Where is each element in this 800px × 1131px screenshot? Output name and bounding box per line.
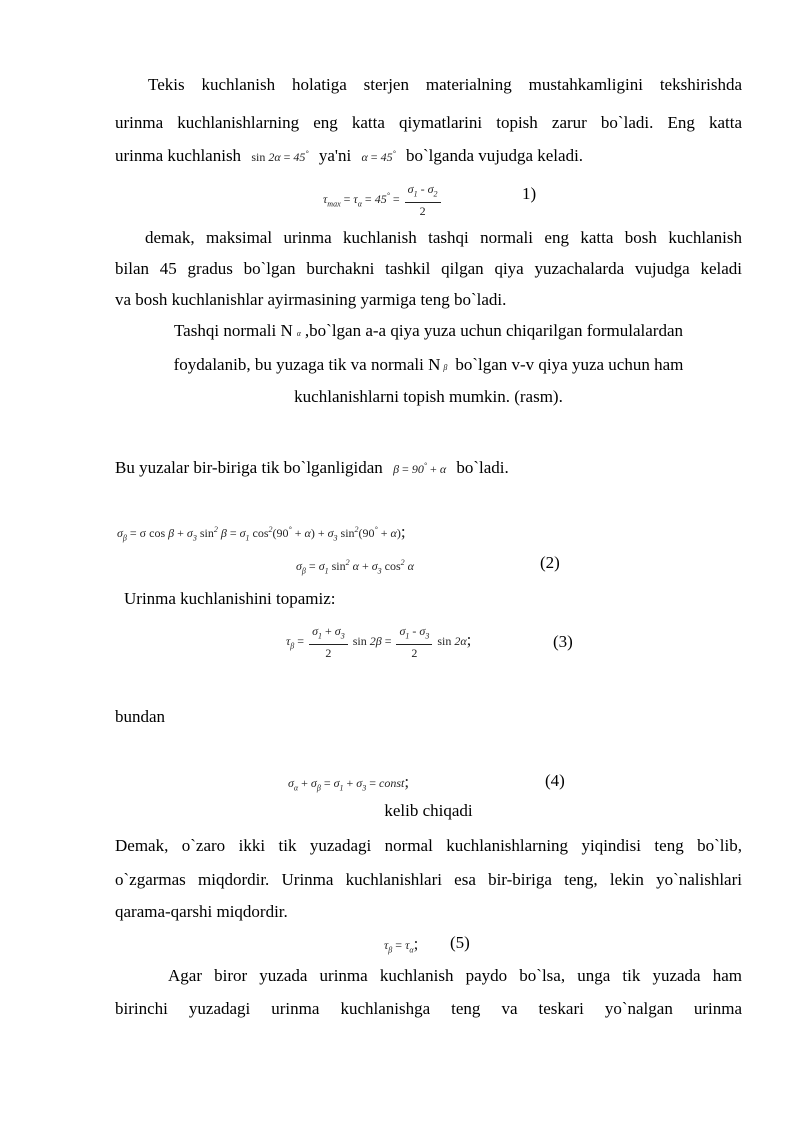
- paragraph-8-line-2: o`zgarmas miqdordir. Urinma kuchlanishlari esa bir-biriga teng, lekin yo`nalishlari: [115, 870, 742, 889]
- equation-3-label: (3): [553, 632, 573, 651]
- paragraph-1-line-2: urinma kuchlanishlarning eng katta qiymatlarini topish zarur bo`ladi. Eng katta: [115, 113, 742, 132]
- paragraph-5: Urinma kuchlanishini topamiz:: [124, 589, 336, 608]
- paragraph-3-line-3: kuchlanishlarni topish mumkin. (rasm).: [294, 387, 563, 406]
- paragraph-2-line-1: demak, maksimal urinma kuchlanish tashqi normali eng katta bosh kuchlanish: [145, 228, 742, 247]
- paragraph-9-line-2: birinchi yuzadagi urinma kuchlanishga teng va teskari yo`nalgan urinma: [115, 999, 742, 1018]
- formula-alpha-45: α = 45°: [361, 149, 396, 164]
- paragraph-4: [115, 455, 509, 480]
- formula-beta: β = 90° + α: [393, 461, 447, 476]
- paragraph-4-text-b: bo`ladi.: [456, 458, 509, 477]
- paragraph-1-line-3: [115, 143, 583, 168]
- paragraph-4-text-a: Bu yuzalar bir-biriga tik bo`lganligidan: [115, 458, 383, 477]
- paragraph-1-text-c: bo`lganda vujudga keladi.: [406, 146, 584, 165]
- equation-3: $\tau_\beta$ = $\frac{\sigma_1 + \sigma_3}{2}$ sin 2β = $\frac{\sigma_1 - \sigma_3}{2}$ sin 2α;: [286, 624, 472, 661]
- paragraph-7: kelib chiqadi: [384, 801, 473, 820]
- paragraph-3-text-c: foydalanib, bu yuzaga tik va normali N: [173, 355, 441, 374]
- paragraph-3-line-2: [115, 354, 742, 379]
- paragraph-9-line-1: Agar biror yuzada urinma kuchlanish paydo bo`lsa, unga tik yuzada ham: [168, 966, 742, 985]
- equation-5-label: (5): [450, 933, 470, 952]
- paragraph-1-text-b: ya'ni: [318, 146, 352, 165]
- paragraph-2-line-2: bilan 45 gradus bo`lgan burchakni tashkil qilgan qiya yuzachalarda vujudga keladi: [115, 259, 742, 278]
- paragraph-8-line-3: qarama-qarshi miqdordir.: [115, 902, 288, 921]
- paragraph-3-text-d: bo`lgan v-v qiya yuza uchun ham: [455, 355, 684, 374]
- paragraph-1-line-1: Tekis kuchlanish holatiga sterjen materialning mustahkamligini tekshirishda: [148, 75, 742, 94]
- paragraph-6: bundan: [115, 707, 166, 726]
- paragraph-2-line-3: va bosh kuchlanishlar ayirmasining yarmiga teng bo`ladi.: [115, 290, 507, 309]
- equation-5-semicolon: ;: [413, 934, 419, 953]
- equation-4-semicolon: ;: [404, 772, 410, 791]
- formula-sin2alpha: sin 2α = 45°: [251, 149, 309, 164]
- normal-subscript-beta: β: [443, 363, 448, 372]
- normal-subscript-alpha: α: [296, 329, 301, 338]
- paragraph-3-text-b: ,bo`lgan a-a qiya yuza uchun chiqarilgan formulalardan: [304, 321, 684, 340]
- equation-5: $\tau_\beta = \tau_\alpha$;: [384, 934, 419, 955]
- paragraph-8-line-1: Demak, o`zaro ikki tik yuzadagi normal kuchlanishlarning yiqindisi teng bo`lib,: [115, 836, 742, 855]
- equation-2-label: (2): [540, 553, 560, 572]
- equation-2-line-1: $\sigma_\beta = \sigma$ $\cos \beta + \sigma_3$ $\sin^2 \beta = \sigma_1$ $\cos^2(90^\circ + \alpha) + \sigma_3$ $\sin^2(90^\circ + \alpha)$;: [117, 522, 406, 543]
- equation-4-label: (4): [545, 771, 565, 790]
- equation-3-semicolon: ;: [466, 630, 472, 649]
- equation-4: $\sigma_\alpha + \sigma_\beta = \sigma_1 + \sigma_3$ = const;: [288, 772, 410, 793]
- equation-1: $\tau_{max} = \tau_\alpha = 45^\circ$ = $\frac{\sigma_1 - \sigma_2}{2}$: [323, 180, 443, 220]
- paragraph-3-text-a: Tashqi normali N: [173, 321, 293, 340]
- equation-2-line-2: $\sigma_\beta = \sigma_1$ $\sin^2 \alpha + \sigma_3$ $\cos^2 \alpha$: [296, 558, 414, 576]
- paragraph-1-text-a: urinma kuchlanish: [115, 146, 242, 165]
- paragraph-3-line-1: [115, 320, 742, 345]
- equation-1-label: 1): [522, 184, 537, 203]
